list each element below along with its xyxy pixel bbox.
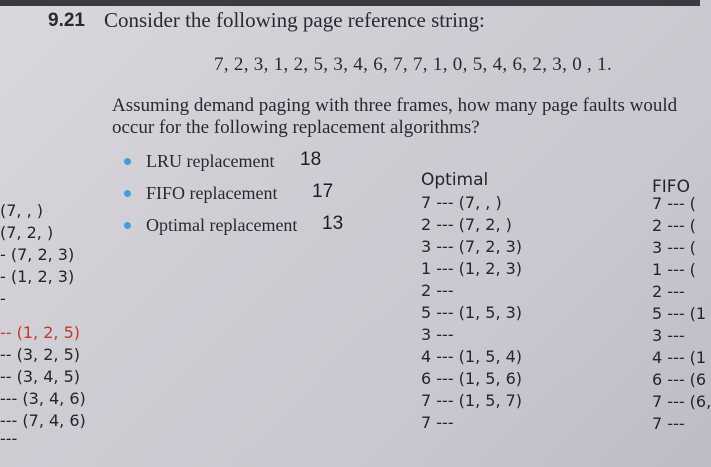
handwritten-answer: 13 (322, 213, 344, 234)
frame-row: 1 --- ( (652, 260, 696, 279)
frame-row: 1 --- (1, 2, 3) (421, 259, 523, 278)
question-text: Assuming demand paging with three frames, how many page faults would occur for the following replacement algorithms? (112, 95, 678, 138)
frame-row: 5 --- (1, 5, 3) (421, 303, 523, 322)
frame-row: --- (3, 4, 6) (0, 389, 86, 408)
frame-row: 7 --- ( (652, 194, 696, 213)
frame-row: 2 --- (652, 282, 685, 301)
bullet-dot-icon (124, 158, 131, 165)
bullet-dot-icon (124, 190, 131, 197)
bullet-label: Optimal replacement (146, 215, 298, 235)
left-column-top (0, 200, 74, 310)
frame-row: 4 --- (1 (652, 348, 707, 367)
frame-row: 7 --- (1, 5, 7) (421, 391, 523, 410)
frame-row: 2 --- ( (652, 216, 696, 235)
frame-row: 7 --- (421, 413, 454, 432)
frame-row: (7, , ) (0, 201, 44, 220)
frame-row: --- (7, 4, 6) (0, 411, 86, 430)
optimal-header: Optimal (421, 170, 489, 190)
frame-row: 7 --- (652, 414, 685, 433)
handwritten-answer: 17 (312, 181, 334, 202)
left-column-bottom (0, 322, 86, 446)
optimal-column (421, 168, 522, 434)
frame-row: 2 --- (421, 281, 454, 300)
frame-row-highlighted: -- (1, 2, 5) (0, 323, 80, 342)
frame-row: 6 --- (6 (652, 370, 707, 389)
frame-row: -- (3, 2, 5) (0, 345, 80, 364)
handwritten-answer: 18 (300, 149, 322, 170)
problem-title: Consider the following page reference string: (104, 8, 485, 32)
frame-row: - (1, 2, 3) (0, 267, 75, 286)
frame-row: 2 --- (7, 2, ) (421, 215, 512, 234)
frame-row: --- (0, 429, 18, 448)
frame-row: (7, 2, ) (0, 223, 54, 242)
problem-number: 9.21 (48, 10, 85, 31)
frame-row: - (7, 2, 3) (0, 245, 75, 264)
frame-row: - (0, 289, 6, 308)
bullet-label: LRU replacement (146, 151, 275, 171)
frame-row: 4 --- (1, 5, 4) (421, 347, 523, 366)
frame-row: 3 --- (421, 325, 454, 344)
frame-row: 6 --- (1, 5, 6) (421, 369, 523, 388)
frame-row: 7 --- (7, , ) (421, 193, 502, 212)
fifo-column (652, 175, 711, 435)
fifo-header: FIFO (652, 177, 690, 197)
frame-row: 3 --- (652, 326, 685, 345)
frame-row: 3 --- ( (652, 238, 696, 257)
frame-row: 5 --- (1 (652, 304, 707, 323)
frame-row: -- (3, 4, 5) (0, 367, 80, 386)
top-edge (0, 0, 700, 6)
bullet-dot-icon (124, 222, 131, 229)
frame-row: 3 --- (7, 2, 3) (421, 237, 523, 256)
frame-row: 7 --- (6, (652, 392, 711, 411)
reference-string: 7, 2, 3, 1, 2, 5, 3, 4, 6, 7, 7, 1, 0, 5, 4, 6, 2, 3, 0 , 1. (214, 54, 612, 75)
bullet-label: FIFO replacement (146, 183, 278, 203)
